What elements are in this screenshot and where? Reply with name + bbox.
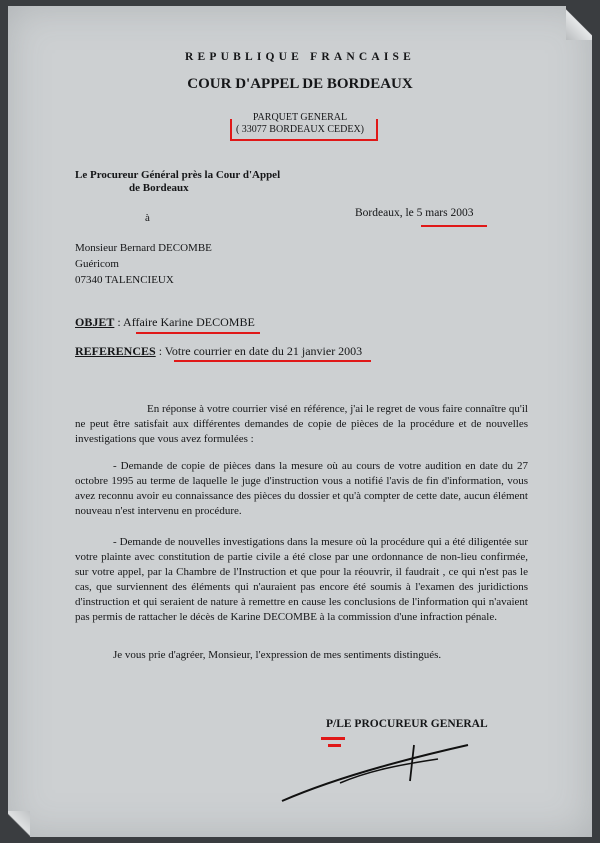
body-paragraph-4: Je vous prie d'agréer, Monsieur, l'expression de mes sentiments distingués. [113, 649, 442, 661]
red-underline-references [174, 360, 371, 362]
references-line [75, 344, 362, 359]
objet-value: : Affaire Karine DECOMBE [117, 315, 255, 329]
recipient-city: 07340 TALENCIEUX [75, 274, 174, 286]
court-heading: COUR D'APPEL DE BORDEAUX [187, 76, 413, 92]
recipient-name: Monsieur Bernard DECOMBE [75, 242, 212, 254]
body-paragraph-3: - Demande de nouvelles investigations dans la mesure où la procédure qui a été diligentée sur votre plainte avec constitution de partie civile a été close par une ordonnance de non-lieu confirmée, sur votre appel, par la Chambre de l'Instruction et que pour la réouvrir, il faudrait , ce qui n'est pas le cas, que surviennent des éléments qui n'auraient pas encore été soumis à l'examen des juridictions d'instruction et qui seraient de nature à remettre en cause les conclusions de l'information qui n'avaient pas permis de rattacher le décès de Karine DECOMBE à la commission d'une infraction pénale. [75, 536, 528, 623]
handwritten-signature [278, 741, 478, 807]
objet-line [75, 315, 255, 330]
objet-label: OBJET [75, 315, 115, 329]
sender-block [75, 169, 280, 195]
body-paragraph-1: En réponse à votre courrier visé en référence, j'ai le regret de vous faire connaître qu'il ne peut être satisfait aux différentes demandes de copie de pièces de la procédure et de nouvelles investigations que vous avez formulées : [75, 403, 528, 445]
recipient-block [75, 240, 212, 288]
red-underline-date [421, 225, 487, 227]
letter-page [8, 6, 592, 837]
a-word: à [145, 212, 150, 224]
red-mark-signer-1 [321, 737, 345, 740]
folded-corner-bottom [8, 811, 30, 837]
body-paragraph-2: - Demande de copie de pièces dans la mesure où au cours de votre audition en date du 27 octobre 1995 au terme de laquelle le juge d'instruction vous a notifié l'avis de fin d'information, vous avez reconnu avoir eu connaissance des pièces du dossier et qu'à compter de cette date, aucun élément nouveau n'est intervenu en procédure. [75, 460, 528, 517]
red-annotation-box [230, 119, 378, 141]
sender-line1: Le Procureur Général près la Cour d'Appel [75, 169, 281, 181]
republique-heading: REPUBLIQUE FRANCAISE [184, 51, 415, 63]
recipient-place: Guéricom [75, 258, 119, 270]
red-underline-objet [136, 332, 260, 334]
date-line: Bordeaux, le 5 mars 2003 [355, 207, 474, 219]
parquet-line1: PARQUET GENERAL [252, 112, 348, 123]
folded-corner [566, 6, 592, 40]
sender-line2: de Bordeaux [129, 182, 189, 194]
references-value: : Votre courrier en date du 21 janvier 2003 [158, 344, 363, 358]
signer-title: P/LE PROCUREUR GENERAL [326, 718, 488, 730]
parquet-line2: ( 33077 BORDEAUX CEDEX) [235, 124, 365, 135]
references-label: REFERENCES [75, 344, 156, 358]
